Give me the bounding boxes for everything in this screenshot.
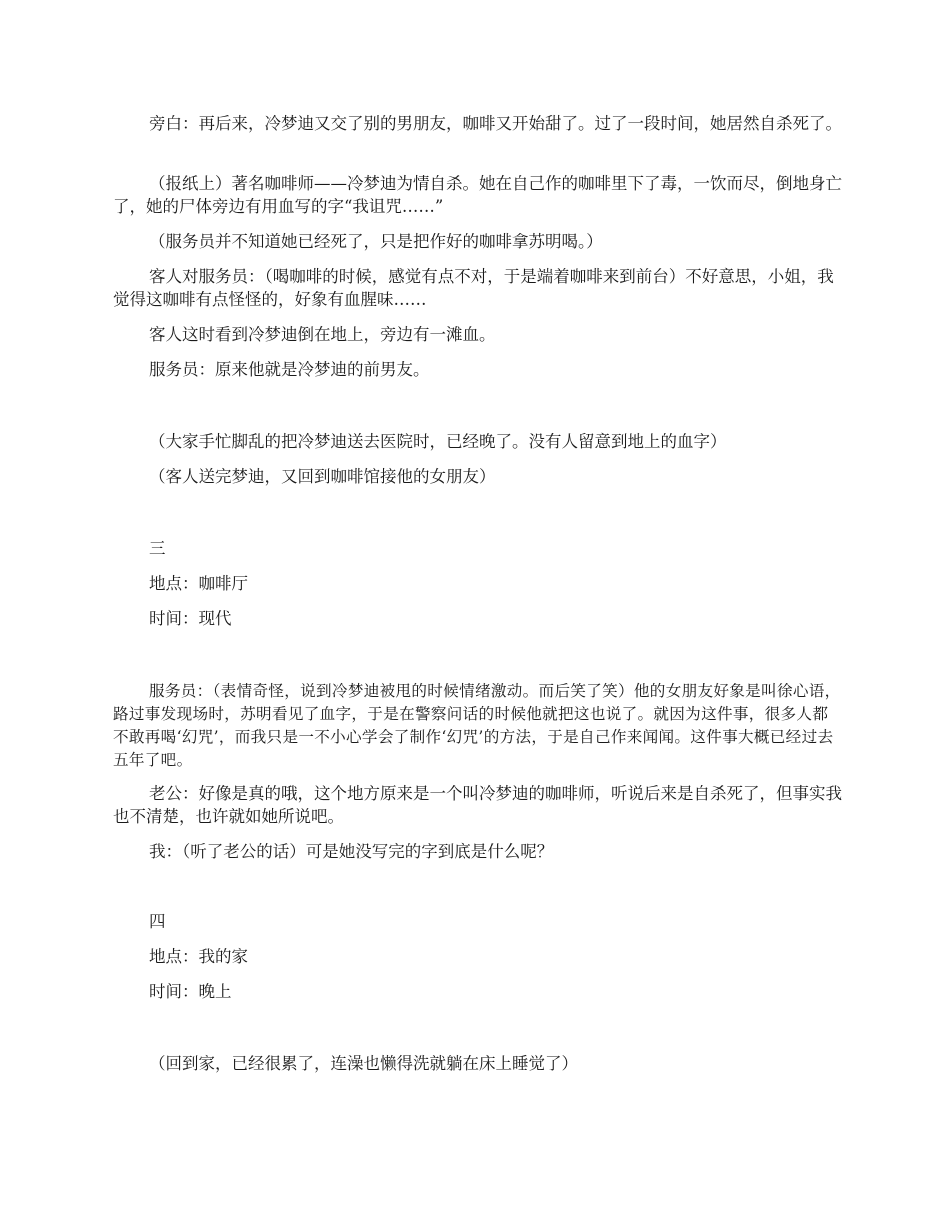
- waiter-explanation-paragraph: 服务员：（表情奇怪，说到冷梦迪被甩的时候情绪激动。而后笑了笑）他的女朋友好象是叫徐心语，路过事发现场时，苏明看见了血字，于是在警察问话的时候他就把这也说了。就因为这件事，很多人都不敢再喝‘幻咒’，而我只是一不小心学会了制作‘幻咒’的方法，于是自己作来闻闻。这件事大概已经过去五年了吧。: [113, 682, 841, 769]
- hospital-direction-paragraph: （大家手忙脚乱的把冷梦迪送去医院时，已经晚了。没有人留意到地上的血字）: [149, 432, 727, 451]
- me-dialogue-paragraph: 我：（听了老公的话）可是她没写完的字到底是什么呢？: [149, 842, 554, 861]
- waiter-dialogue-paragraph: 服务员：原来他就是冷梦迪的前男友。: [149, 360, 430, 379]
- husband-dialogue-paragraph: 老公：好像是真的哦，这个地方原来是一个叫冷梦迪的咖啡师，听说后来是自杀死了，但事实我也不清楚，也许就如她所说吧。: [113, 784, 842, 826]
- scene-four-location: 地点：我的家: [149, 947, 248, 966]
- scene-four-heading: 四: [149, 912, 166, 931]
- scene-three-heading: 三: [149, 539, 166, 558]
- customer-sees-paragraph: 客人这时看到冷梦迪倒在地上，旁边有一滩血。: [149, 325, 496, 344]
- newspaper-paragraph: （报纸上）著名咖啡师——冷梦迪为情自杀。她在自己作的咖啡里下了毒，一饮而尽，倒地身亡了，她的尸体旁边有用血写的字“我诅咒……”: [113, 174, 842, 216]
- scene-four-time: 时间：晚上: [149, 982, 232, 1001]
- scene-three-location: 地点：咖啡厅: [149, 574, 248, 593]
- return-direction-paragraph: （客人送完梦迪，又回到咖啡馆接他的女朋友）: [149, 467, 496, 486]
- stage-direction-paragraph: （服务员并不知道她已经死了，只是把作好的咖啡拿苏明喝。）: [149, 232, 603, 251]
- narration-paragraph: 旁白：再后来，冷梦迪又交了别的男朋友，咖啡又开始甜了。过了一段时间，她居然自杀死了。: [149, 114, 842, 133]
- customer-dialogue-paragraph: 客人对服务员：（喝咖啡的时候，感觉有点不对，于是端着咖啡来到前台）不好意思，小姐，我觉得这咖啡有点怪怪的，好象有血腥味……: [113, 267, 834, 309]
- scene-three-time: 时间：现代: [149, 609, 232, 628]
- home-direction-paragraph: （回到家，已经很累了，连澡也懒得洗就躺在床上睡觉了）: [149, 1054, 578, 1073]
